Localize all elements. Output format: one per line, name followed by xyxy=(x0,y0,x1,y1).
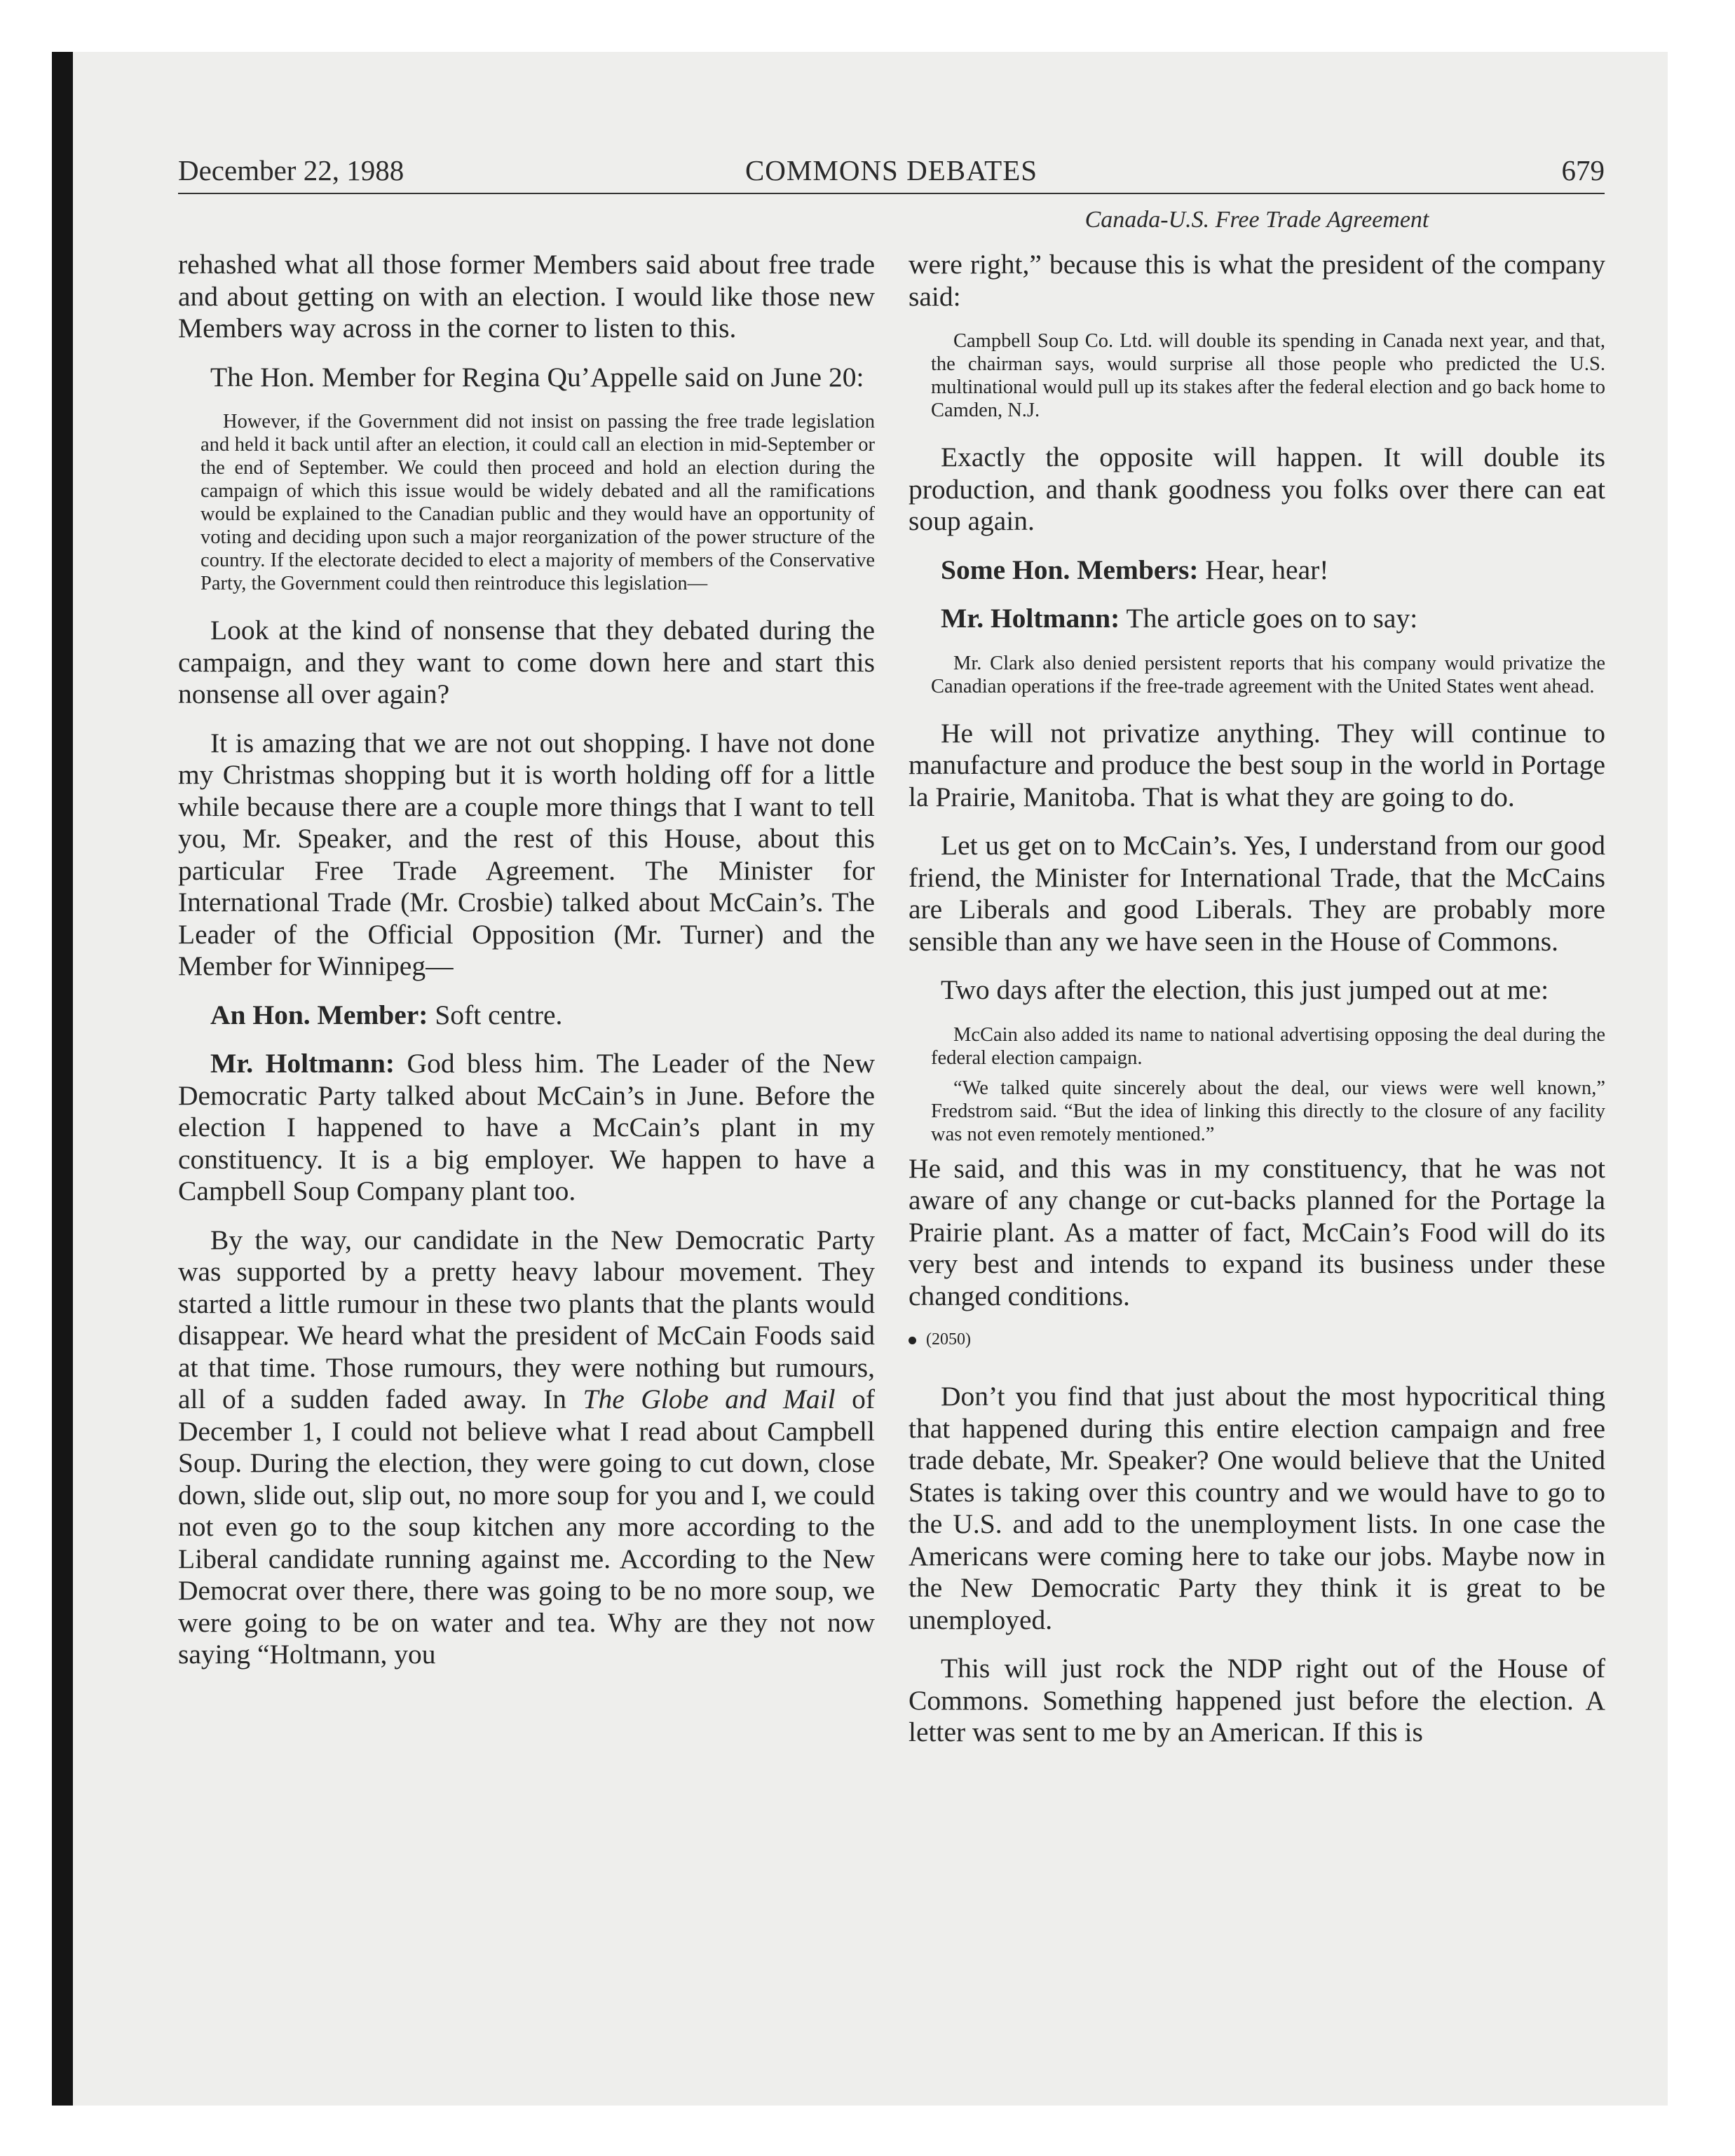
paragraph: The Hon. Member for Regina Qu’Appelle said on June 20: xyxy=(210,361,864,393)
speaker-paragraph xyxy=(909,603,1605,635)
header-date: December 22, 1988 xyxy=(178,154,404,186)
speaker-name: An Hon. Member: xyxy=(210,999,428,1030)
paragraph: Let us get on to McCain’s. Yes, I understand from our good friend, the Minister for International Trade, that the McCains are Liberals and good Liberals. They are probably more sensible than any we have seen in the House of Commons. xyxy=(909,830,1605,957)
speaker-name: Mr. Holtmann: xyxy=(941,603,1120,634)
speaker-paragraph xyxy=(178,1048,875,1208)
subject-heading: Canada-U.S. Free Trade Agreement xyxy=(1084,207,1429,233)
header-title: COMMONS DEBATES xyxy=(744,154,1038,186)
time-marker-text: (2050) xyxy=(926,1330,971,1349)
speech-text: God bless him. The Leader of the New Democratic Party talked about McCain’s in June. Before the election I happened to have a McCain’s plant in my constituency. It is a big employer. We happen to have a Campbell Soup Company plant too. xyxy=(178,1048,875,1206)
block-quote: Mr. Clark also denied persistent reports that his company would privatize the Canadian operations if the free-trade agreement with the United States went ahead. xyxy=(931,652,1605,697)
paragraph: He will not privatize anything. They will continue to manufacture and produce the best soup in the world in Portage la Prairie, Manitoba. That is what they are going to do. xyxy=(909,717,1605,812)
paragraph xyxy=(178,1224,875,1671)
paragraph: It is amazing that we are not out shopping. I have not done my Christmas shopping but it is worth holding off for a little while because there are a couple more things that I want to tell you, Mr. Speaker, and the rest of this House, about this particular Free Trade Agreement. The Minister for International Trade (Mr. Crosbie) talked about McCain’s. The Leader of the Official Opposition (Mr. Turner) and the Member for Winnipeg— xyxy=(178,727,875,981)
paragraph-text: By the way, our candidate in the New Democratic Party was supported by a pretty heavy labour movement. They started a little rumour in these two plants that the plants would disappear. We heard what the president of McCain Foods said at that time. Those rumours, they were nothing but rumours, all of a sudden faded away. In xyxy=(178,1224,875,1414)
speech-text: Hear, hear! xyxy=(1198,554,1329,585)
time-marker xyxy=(909,1329,1605,1350)
block-quote: McCain also added its name to national advertising opposing the deal during the federal election campaign. xyxy=(931,1023,1605,1069)
paragraph: He said, and this was in my constituency, that he was not aware of any change or cut-backs planned for the Portage la Prairie plant. As a matter of fact, McCain’s Food will do its very best and intends to expand its business under these changed conditions. xyxy=(909,1152,1605,1311)
left-column xyxy=(178,249,875,1688)
paragraph: rehashed what all those former Members said about free trade and about getting on with an election. I would like those new Members way across in the corner to listen to this. xyxy=(178,249,875,343)
paragraph: This will just rock the NDP right out of the House of Commons. Something happened just before the election. A letter was sent to me by an American. If this is xyxy=(909,1653,1605,1747)
right-column xyxy=(909,249,1605,1766)
speaker-name: Some Hon. Members: xyxy=(941,554,1199,585)
speaker-paragraph xyxy=(178,999,875,1032)
paragraph: Look at the kind of nonsense that they debated during the campaign, and they want to come down here and start this nonsense all over again? xyxy=(178,615,875,709)
block-quote: However, if the Government did not insist on passing the free trade legislation and held it back until after an election, it could call an election in mid-September or the end of September. We could then proceed and hold an election during the campaign of which this issue would be widely debated and all the ramifications would be explained to the Canadian public and they would have an opportunity of voting and deciding upon such a major reorganization of the power structure of the country. If the electorate decided to elect a majority of members of the Conservative Party, the Government could then reintroduce this legislation— xyxy=(200,411,875,594)
running-header xyxy=(178,151,1605,194)
speaker-paragraph xyxy=(909,554,1605,587)
block-quote: Campbell Soup Co. Ltd. will double its spending in Canada next year, and that, the chairman says, would surprise all those people who predicted the U.S. multinational would pull up its stakes after the federal election and go back home to Camden, N.J. xyxy=(931,330,1605,421)
block-quote: “We talked quite sincerely about the deal, our views were well known,” Fredstrom said. “But the idea of linking this directly to the closure of any facility was not even remotely mentioned.” xyxy=(931,1077,1605,1145)
paragraph: were right,” because this is what the president of the company said: xyxy=(909,249,1605,312)
header-page-number: 679 xyxy=(1561,154,1605,186)
paragraph: Don’t you find that just about the most hypocritical thing that happened during this entire election campaign and free trade debate, Mr. Speaker? One would believe that the United States is taking over this country and we would have to go to the U.S. and add to the unemployment lists. In one case the Americans were coming here to take our jobs. Maybe now in the New Democratic Party they think it is great to be unemployed. xyxy=(909,1381,1605,1635)
paragraph: Exactly the opposite will happen. It will double its production, and thank goodness you folks over there can eat soup again. xyxy=(909,442,1605,536)
paragraph: Two days after the election, this just jumped out at me: xyxy=(941,974,1549,1005)
speech-text: The article goes on to say: xyxy=(1120,603,1418,634)
paragraph-text: of December 1, I could not believe what I read about Campbell Soup. During the election, they were going to cut down, close down, slide out, slip out, no more soup for you and I, we could not even go to the soup kitchen any more according to the Liberal candidate running against me. According to the New Democrat over there, there was going to be no more soup, we were going to be on water and tea. Why are they not now saying “Holtmann, you xyxy=(178,1384,876,1670)
bullet-dot-icon xyxy=(909,1337,916,1344)
scan-edge-bar xyxy=(52,52,73,2106)
publication-title: The Globe and Mail xyxy=(583,1384,836,1414)
speaker-name: Mr. Holtmann: xyxy=(210,1048,395,1079)
speech-text: Soft centre. xyxy=(428,999,563,1030)
